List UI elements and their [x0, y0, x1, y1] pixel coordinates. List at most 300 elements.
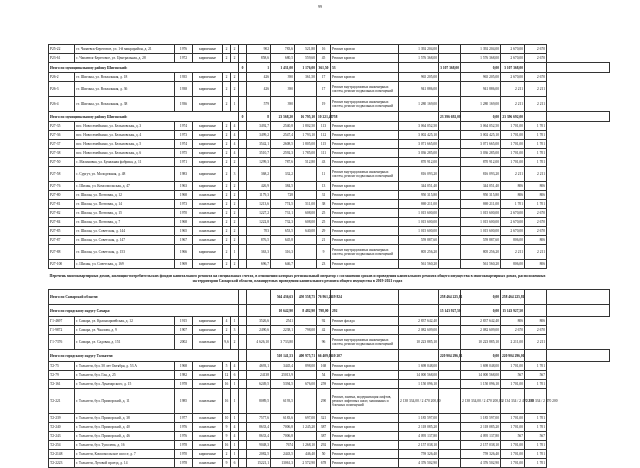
table-cell: 1968 — [175, 191, 193, 200]
table-cell: 806,00 — [501, 260, 525, 269]
table-cell: 14 000 568,00 — [399, 371, 439, 380]
table-row — [49, 191, 610, 200]
table-cell: 259 — [317, 380, 331, 389]
table-cell: 1976 — [175, 45, 193, 54]
table-cell: 2082,5 — [247, 450, 271, 459]
table-cell: Ремонт лифтов — [331, 371, 399, 380]
table-cell: кирпичные — [193, 97, 223, 112]
table-cell: P27-37 — [49, 140, 75, 149]
table-cell: 2 670 — [525, 227, 547, 236]
table-cell: 8633,4 — [247, 432, 271, 441]
subtotal-row — [49, 305, 610, 317]
table-cell: 1 701,00 — [501, 122, 525, 131]
table-cell: Г1-7376 — [49, 335, 75, 350]
table-cell: Ремонт кровли — [331, 200, 399, 209]
table-cell — [547, 63, 610, 73]
table-cell: 732,3 — [271, 218, 295, 227]
table-cell: 870 912,00 — [461, 158, 501, 167]
table-cell: 1973 — [175, 200, 193, 209]
table-cell: 1907 — [175, 326, 193, 335]
table-cell: 1 015 600,00 — [461, 218, 501, 227]
table-cell: 1969 — [175, 260, 193, 269]
table-cell: P27-85 — [49, 227, 75, 236]
table-cell: 9,6 — [223, 335, 231, 350]
table-cell: 1967 — [175, 236, 193, 245]
table-cell: 2 211 — [525, 335, 547, 350]
table-cell: 1 698 048,00 — [461, 362, 501, 371]
table-cell: 390 — [271, 97, 295, 112]
table-cell: P26-4 — [49, 97, 75, 112]
table-cell: кирпичные — [193, 122, 223, 131]
table-cell: 344 051,40 — [461, 182, 501, 191]
table-cell: Г1-4697 — [49, 317, 75, 326]
table-cell: 608,00 — [295, 209, 317, 218]
table-cell: 4 376 502,90 — [399, 459, 439, 468]
table-cell: 258 464 225,81 — [501, 290, 525, 305]
table-cell: 1 — [231, 450, 239, 459]
table-cell — [239, 389, 247, 414]
table-cell — [295, 371, 317, 380]
table-row — [49, 167, 610, 182]
table-cell: 2 670 — [525, 218, 547, 227]
table-cell: 23 568,20 — [271, 112, 295, 122]
table-cell: панельные — [193, 371, 223, 380]
table-cell: Ремонт, замена, модернизация лифтов, ремонт лифтовых шахт, машинных и блочных помещений — [331, 389, 399, 414]
table-cell: панельные — [193, 200, 223, 209]
table-cell — [239, 450, 247, 459]
table-cell — [439, 218, 461, 227]
table-cell: 816 093,20 — [461, 167, 501, 182]
table-cell: 1971 — [175, 158, 193, 167]
table-cell — [295, 236, 317, 245]
table-cell — [439, 389, 461, 414]
table-cell: панельные — [193, 441, 223, 450]
table-cell: 3 064 052,50 — [461, 122, 501, 131]
table-cell — [239, 209, 247, 218]
table-cell: 3 002 425,10 — [399, 131, 439, 140]
table-cell: Ремонт кровли — [331, 122, 399, 131]
table-cell — [525, 290, 547, 305]
table-cell: 965 205,00 — [399, 73, 439, 82]
table-cell: 1 176,00 — [295, 63, 317, 73]
table-cell: 1 785,00 — [295, 149, 317, 158]
table-cell — [239, 218, 247, 227]
table-cell — [547, 305, 610, 317]
table-cell: 1965 — [175, 227, 193, 236]
table-cell: 1 701,00 — [501, 423, 525, 432]
capital-repair-table — [48, 44, 610, 468]
table-cell: 1 701,00 — [501, 414, 525, 423]
table-row — [49, 45, 610, 54]
table-cell: 14 000 568,00 — [461, 371, 501, 380]
table-cell: 1 245,20 — [295, 423, 317, 432]
table-cell: 4 — [231, 140, 239, 149]
table-cell: 10 207 — [331, 350, 399, 362]
table-cell: 9 — [317, 245, 331, 260]
table-cell — [239, 335, 247, 350]
table-cell: Ремонт кровли — [331, 423, 399, 432]
table-cell: 1915 — [175, 317, 193, 326]
page-number: 99 — [318, 4, 322, 9]
table-cell: 858,6 — [247, 54, 271, 63]
table-cell: P26-3 — [49, 82, 75, 97]
table-cell: кирпичные — [193, 131, 223, 140]
table-cell: 25013,9 — [271, 371, 295, 380]
table-cell: 806 — [525, 317, 547, 326]
table-cell: 1977 — [175, 414, 193, 423]
table-cell: 2 — [231, 260, 239, 269]
table-cell — [239, 380, 247, 389]
table-cell: кирпичные — [193, 260, 223, 269]
table-cell: 258 464 225,81 — [439, 290, 461, 305]
table-cell: 0 — [239, 112, 247, 122]
table-cell: 66 409,06 — [317, 350, 331, 362]
table-cell: P27-38 — [49, 149, 75, 158]
table-cell: 19 824 — [331, 290, 399, 305]
table-cell: 2 157 038,10 — [461, 441, 501, 450]
table-cell: 13061,3 — [271, 459, 295, 468]
table-cell: 806 — [501, 317, 525, 326]
table-cell — [239, 350, 247, 362]
table-cell: 1 — [231, 97, 239, 112]
table-cell: 1 701 — [525, 200, 547, 209]
table-cell: пос. Новосемейкино, ул. Бельмовская, д. 5 — [75, 140, 175, 149]
table-cell: 2 — [231, 335, 239, 350]
table-cell: 1974 — [175, 140, 193, 149]
table-cell — [439, 459, 461, 468]
table-cell: 6249,5 — [247, 380, 271, 389]
table-cell: 2 118 085,20 — [399, 423, 439, 432]
table-cell: 1 701 — [525, 423, 547, 432]
table-cell: 1299,3 — [247, 158, 271, 167]
table-cell: 2490,6 — [247, 326, 271, 335]
table-cell: 2 670,00 — [501, 45, 525, 54]
table-cell: 1 701,00 — [501, 362, 525, 371]
table-cell — [295, 317, 317, 326]
table-cell: Ремонт кровли — [331, 441, 399, 450]
table-cell: 4 — [231, 362, 239, 371]
table-cell: 1 015 600,00 — [399, 218, 439, 227]
table-row — [49, 380, 610, 389]
table-cell: 2 670,00 — [501, 209, 525, 218]
table-cell: 4 — [231, 432, 239, 441]
table-row — [49, 149, 610, 158]
table-cell: 941 886,00 — [399, 82, 439, 97]
table-cell: 112 — [317, 131, 331, 140]
table-cell: 1 — [231, 317, 239, 326]
table-cell — [239, 362, 247, 371]
table-cell — [439, 122, 461, 131]
table-cell: 7674 — [271, 441, 295, 450]
table-cell: 17 — [317, 82, 331, 97]
subtotal-row — [49, 112, 610, 122]
table-cell: 8089,5 — [247, 389, 271, 414]
table-cell: 15 143 927,50 — [501, 305, 525, 317]
table-cell: ст. Шигоны, ул. Вокзальная, д. 38 — [75, 97, 175, 112]
table-cell: P27-50 — [49, 158, 75, 167]
table-cell: Ремонт кровли — [331, 450, 399, 459]
table-cell: 3 107 368,00 — [439, 63, 461, 73]
table-row — [49, 414, 610, 423]
table-cell: Ремонт кровли — [331, 158, 399, 167]
table-cell: 559 887,60 — [461, 236, 501, 245]
table-cell: Т2-79 — [49, 371, 75, 380]
table-cell: 390 — [271, 82, 295, 97]
table-cell: 5 — [223, 362, 231, 371]
table-cell: 16 — [223, 380, 231, 389]
table-cell — [295, 335, 317, 350]
table-cell — [239, 245, 247, 260]
table-cell: Ремонт лифтов — [331, 432, 399, 441]
table-cell: 3 071 665,00 — [399, 140, 439, 149]
table-cell: 1213,6 — [247, 200, 271, 209]
table-cell: 1 701 — [525, 158, 547, 167]
table-cell — [295, 260, 317, 269]
table-row — [49, 326, 610, 335]
table-cell: 1978 — [175, 380, 193, 389]
table-cell: 645,8 — [271, 236, 295, 245]
table-cell — [247, 350, 271, 362]
table-cell — [239, 54, 247, 63]
section-title-row — [49, 269, 610, 290]
table-cell — [399, 63, 439, 73]
table-cell: ст. Шилан, ул. Почтовая, д. 12 — [75, 191, 175, 200]
table-cell: 798,00 — [317, 305, 331, 317]
table-cell: Ремонт кровли — [331, 209, 399, 218]
table-cell: 559,60 — [295, 54, 317, 63]
table-cell: 6183,6 — [271, 414, 295, 423]
table-cell — [239, 140, 247, 149]
table-cell — [239, 290, 247, 305]
table-cell: P27-81 — [49, 200, 75, 209]
table-cell: 2 138 334,00 / 2 470 200,00 — [399, 389, 439, 414]
table-cell: 113 — [317, 122, 331, 131]
table-cell: Т2-254 — [49, 441, 75, 450]
table-cell: 1978 — [175, 459, 193, 468]
table-cell: кирпичные — [193, 326, 223, 335]
table-cell: 168 — [317, 362, 331, 371]
table-cell: 1970 — [175, 209, 193, 218]
table-cell: 1 805,00 — [295, 140, 317, 149]
table-cell: 220 904 296,01 — [439, 350, 461, 362]
table-cell: 3 002 425,10 — [461, 131, 501, 140]
table-cell: P26-2 — [49, 73, 75, 82]
table-cell: 115 — [317, 140, 331, 149]
subtotal-label: Итого по муниципальному району Шигонский: — [49, 63, 239, 73]
table-cell: 8 482,90 — [295, 305, 317, 317]
table-cell: Ремонт кровли — [331, 73, 399, 82]
table-cell: г. Тольятти, бул. Приморский, д. 11 — [75, 389, 175, 414]
table-cell — [239, 236, 247, 245]
table-row — [49, 389, 610, 414]
table-cell: 2 — [223, 218, 231, 227]
table-cell: 3 733,80 — [271, 335, 295, 350]
table-cell: 1 015 600,00 — [461, 209, 501, 218]
table-cell: с. Шилан, ул. Советская, д. 169 — [75, 260, 175, 269]
table-cell: 1963 — [175, 182, 193, 191]
table-cell: ст. Чапаевск-Береговое, ул. 1-й микрорайон, д. 21 — [75, 45, 175, 54]
table-cell: 1974 — [175, 122, 193, 131]
table-cell: Ремонт кровли — [331, 380, 399, 389]
table-cell — [439, 82, 461, 97]
table-cell: 1973 — [175, 131, 193, 140]
table-cell: 2 670,00 — [501, 73, 525, 82]
table-cell: 5394,5 — [271, 380, 295, 389]
table-cell: 25 — [317, 218, 331, 227]
table-cell: 29 — [317, 227, 331, 236]
table-cell: 16 — [223, 441, 231, 450]
table-cell: 1976 — [175, 423, 193, 432]
table-cell: 2 — [231, 209, 239, 218]
table-cell: 950 315,80 — [461, 191, 501, 200]
table-cell: ст. Шилан, ул. Почтовая, д. 7 — [75, 218, 175, 227]
table-cell — [399, 290, 439, 305]
table-cell: 7006,8 — [271, 432, 295, 441]
table-cell: 10 223 885,10 — [399, 335, 439, 350]
table-cell — [239, 45, 247, 54]
table-cell: 2 670 — [525, 326, 547, 335]
table-cell: 2 670 — [525, 209, 547, 218]
table-cell: Г1-9872 — [49, 326, 75, 335]
table-cell: 2 211,00 — [501, 335, 525, 350]
table-row — [49, 227, 610, 236]
table-cell: Ремонт кровли — [331, 191, 399, 200]
table-cell: 1 701 — [525, 140, 547, 149]
table-cell: 19 — [317, 97, 331, 112]
table-cell: 1 793,10 — [295, 131, 317, 140]
table-cell: 676,00 — [295, 380, 317, 389]
table-cell: 511,00 — [295, 200, 317, 209]
table-cell — [239, 158, 247, 167]
table-cell: 1 576 368,00 — [461, 54, 501, 63]
table-cell: с. Малиновка, ул. Бумажная фабрика, д. 11 — [75, 158, 175, 167]
table-cell: 2 — [223, 97, 231, 112]
table-cell: 2 — [223, 131, 231, 140]
table-cell: кирпичные — [193, 158, 223, 167]
table-cell: 8 — [247, 112, 271, 122]
table-cell: 1 — [231, 414, 239, 423]
table-cell: 53 — [331, 63, 399, 73]
table-cell — [239, 432, 247, 441]
table-cell: 759 326,40 — [461, 450, 501, 459]
table-cell: 521,80 — [295, 45, 317, 54]
table-cell: 1 280 169,00 — [461, 97, 501, 112]
table-cell: 4 376 502,90 — [461, 459, 501, 468]
table-cell: Ремонт внутридомовых инженерных систем, ремонт подвальных помещений — [331, 167, 399, 182]
table-cell: 4 095 137,80 — [461, 432, 501, 441]
table-row — [49, 432, 610, 441]
table-cell — [399, 305, 439, 317]
table-cell: 400 975,71 — [295, 350, 317, 362]
table-row — [49, 218, 610, 227]
subtotal-row — [49, 290, 610, 305]
table-cell: 111 — [317, 149, 331, 158]
table-cell: Ремонт кровли — [331, 459, 399, 468]
table-cell — [239, 73, 247, 82]
table-cell: г. Тольятти, бул. Гая, д. 25 — [75, 371, 175, 380]
table-cell: 1985 — [175, 389, 193, 414]
table-cell: кирпичные — [193, 245, 223, 260]
table-cell: 2 670,00 — [501, 218, 525, 227]
table-cell: 0,00 — [461, 305, 501, 317]
table-cell: панельные — [193, 459, 223, 468]
table-cell: Ремонт кровли — [331, 218, 399, 227]
table-cell: 2 — [223, 149, 231, 158]
table-cell: 9 — [223, 423, 231, 432]
table-cell: 2443,5 — [271, 450, 295, 459]
table-cell: 8633,4 — [247, 423, 271, 432]
table-cell: 384,5 — [271, 182, 295, 191]
table-cell: 1978 — [175, 441, 193, 450]
table-cell: P25-22 — [49, 45, 75, 54]
section-title: Перечень многоквартирных домов, жилищно-потребительских фондов капитального ремонта на специальных счетах, в отношении которых региональный оператор с соглашения сроков и проведения капитального ремонта общего имущества в многоквартирных домах, расположенных на территории Самарской области, планируемых проведения капитального ремонта общего имущества в 2019-2021 годах — [49, 274, 546, 283]
table-cell: 2 670,00 — [501, 54, 525, 63]
table-cell: 703 — [247, 227, 271, 236]
table-cell: 6 — [231, 459, 239, 468]
table-cell: Ремонт внутридомовых инженерных систем, ремонт подвальных помещений — [331, 82, 399, 97]
table-cell: кирпичные — [193, 140, 223, 149]
table-cell: кирпичные — [193, 54, 223, 63]
table-cell: панельные — [193, 227, 223, 236]
table-cell: 2 — [231, 45, 239, 54]
table-cell — [439, 158, 461, 167]
table-cell: 4 — [231, 131, 239, 140]
table-cell: 1 701 — [525, 362, 547, 371]
table-cell: г. Самара, ул. Чкалова, д. 9 — [75, 326, 175, 335]
table-cell: ст. Шилан, ул. Почтовая, д. 14 — [75, 200, 175, 209]
table-cell: 2 — [223, 122, 231, 131]
table-row — [49, 97, 610, 112]
table-cell: 2547,4 — [271, 131, 295, 140]
table-cell: 3 — [231, 326, 239, 335]
table-cell: кирпичные — [193, 45, 223, 54]
table-cell — [239, 182, 247, 191]
table-cell: г. Тольятти, бул. 50 лет Октября, д. 53 А — [75, 362, 175, 371]
table-cell: 965 205,00 — [461, 73, 501, 82]
table-cell: P23-61 — [49, 54, 75, 63]
table-cell: 21 — [317, 236, 331, 245]
subtotal-row — [49, 350, 610, 362]
table-cell: 10 642,90 — [271, 305, 295, 317]
table-cell — [239, 441, 247, 450]
table-cell: 1 — [247, 63, 271, 73]
table-cell — [439, 371, 461, 380]
table-cell: P27-35 — [49, 122, 75, 131]
table-cell: 0 — [239, 63, 247, 73]
table-cell — [399, 112, 439, 122]
table-cell: 646,7 — [271, 260, 295, 269]
table-cell — [439, 245, 461, 260]
table-cell: 1 150 096,10 — [399, 380, 439, 389]
table-cell: 92 — [317, 317, 331, 326]
table-cell: 10 221,40 — [317, 112, 331, 122]
table-cell: с. Шилан, ул. Комсомольская, д. 47 — [75, 182, 175, 191]
table-cell: 3 071 665,00 — [461, 140, 501, 149]
table-cell: с. Сургут, ул. Молодежная, д. 48 — [75, 167, 175, 182]
table-cell: 1 185 597,00 — [461, 414, 501, 423]
table-row — [49, 73, 610, 82]
table-cell: 321 — [317, 414, 331, 423]
table-cell — [295, 82, 317, 97]
table-cell: 774,5 — [271, 200, 295, 209]
table-cell — [239, 97, 247, 112]
table-cell: 816 093,20 — [399, 167, 439, 182]
table-row — [49, 459, 610, 468]
table-cell: Т2-161 — [49, 380, 75, 389]
table-cell: 2 — [223, 260, 231, 269]
table-cell: 17 — [317, 73, 331, 82]
table-cell — [439, 414, 461, 423]
